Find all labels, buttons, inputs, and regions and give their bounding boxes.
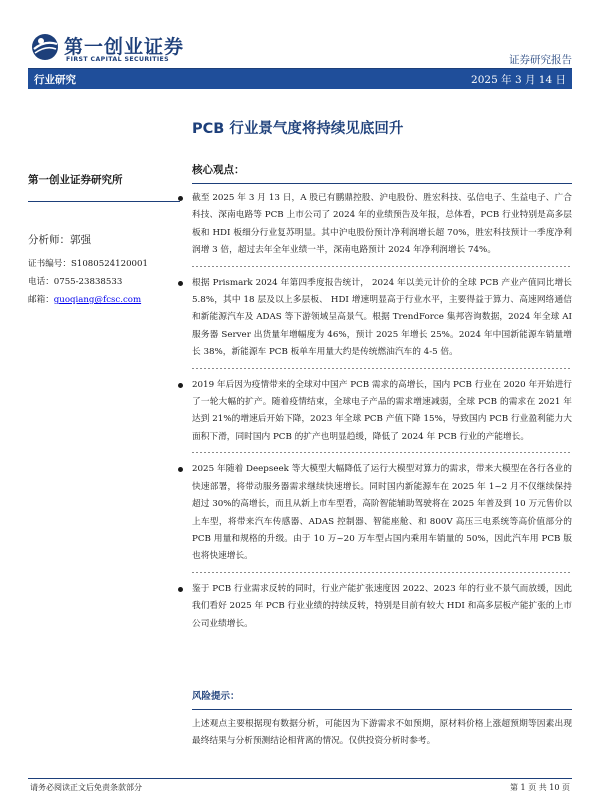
point-text: 截至 2025 年 3 月 13 日，A 股已有鹏鼎控股、沪电股份、胜宏科技、弘信电子、生益电子、广合科技、深南电路等 PCB 上市公司了 2024 年的业绩预告及年报，总体看，PCB 行业特别是高多层板和 HDI 板细分行业复苏明显。其中沪电股份预计净利润增长超 70%，胜宏科技预计一季度净利润增 3 倍，超过去年全年业绩一半，深南电路预计 2024 年净利润增长 74%。	[192, 193, 572, 256]
point-text: 根据 Prismark 2024 年第四季度报告统计， 2024 年以美元计价的全球 PCB 产业产值同比增长 5.8%，其中 18 层及以上多层板、 HDI 增速明显高于行业水平，主要得益于算力、高速网络通信和新能源汽车及 ADAS 等下游领域呈高景气。根据 TrendForce 集邦咨询数据，2024 年全球 AI 服务器 Server 出货量年增幅度为 46%，预计 2025 年增长 25%。2024 年中国新能源车销量增长 38%，新能源车 PCB 板单车用量大约是传统燃油汽车的 4-5 倍。	[192, 277, 572, 358]
company-logo	[30, 30, 290, 70]
email-label: 邮箱：	[28, 295, 54, 305]
point-text: 2025 年随着 Deepseek 等大模型大幅降低了运行大模型对算力的需求，带来大模型在各行各业的快速部署，将带动服务器需求继续快速增长。同时国内新能源车在 2025 年 1~2 月不仅继续保持超过 30%的高增长，而且从新上市车型看，高阶智能辅助驾驶将在 2025 年普及到 10 万元售价以上车型，将带来汽车传感器、ADAS 控制器、智能座舱、和 800V 高压三电系统等高价值部分的 PCB 用量和规格的升级。由于 10 万~20 万车型占国内乘用车销量的 50%，因此汽车用 PCB 版也将快速增长。	[192, 464, 572, 562]
bullet-icon	[178, 196, 183, 201]
point-text: 鉴于 PCB 行业需求反转的同时，行业产能扩张速度因 2022、2023 年的行业不景气而放缓，因此我们看好 2025 年 PCB 行业业绩的持续反转，特别是目前有较大 HDI 和高多层板产能扩张的上市公司业绩增长。	[192, 583, 572, 629]
core-views-divider	[192, 183, 572, 184]
dotted-divider	[192, 452, 572, 453]
analyst-sidebar	[28, 172, 180, 305]
email-link[interactable]: guoqiang@fcsc.com	[53, 295, 142, 305]
institute-name: 第一创业证券研究所	[28, 174, 123, 186]
header-bar	[28, 69, 572, 89]
company-name-cn: 第一创业证券	[64, 36, 185, 58]
footer-divider	[28, 778, 572, 779]
bullet-icon	[178, 383, 183, 388]
report-title: PCB 行业景气度将持续见底回升	[192, 121, 404, 137]
report-category: 行业研究	[34, 74, 76, 86]
list-item	[192, 190, 572, 260]
bullet-icon	[178, 467, 183, 472]
company-name-en: FIRST CAPITAL SECURITIES	[66, 56, 170, 63]
cert-number: 证书编号：S1080524120001	[28, 259, 148, 269]
core-views-section	[192, 162, 572, 629]
report-type: 证券研究报告	[509, 54, 572, 66]
globe-logo-icon	[30, 32, 60, 62]
page-number: 第 1 页 共 10 页	[510, 783, 570, 792]
footer-disclaimer: 请务必阅读正文后免责条款部分	[30, 783, 142, 792]
risk-heading: 风险提示：	[192, 691, 240, 702]
list-item	[192, 275, 572, 362]
phone-number: 电话：0755-23838533	[28, 277, 123, 287]
core-views-heading: 核心观点：	[192, 164, 245, 176]
dotted-divider	[192, 368, 572, 369]
point-text: 2019 年后因为疫情带来的全球对中国产 PCB 需求的高增长，国内 PCB 行业在 2020 年开始进行了一轮大幅的扩产。随着疫情结束，全球电子产品的需求增速减弱，全球 PCB 的需求在 2021 年达到 21%的增速后开始下降，2023 年全球 PCB 产值下降 15%，导致国内 PCB 行业盈利能力大面积下滑，同时国内 PCB 的扩产也明显趋缓，降低了 2024 年 PCB 行业的产能增长。	[192, 379, 572, 442]
core-points-list	[192, 190, 572, 633]
bullet-icon	[178, 281, 183, 286]
risk-divider	[192, 709, 572, 710]
email-row	[28, 293, 180, 305]
bullet-icon	[178, 587, 183, 592]
risk-section	[192, 688, 572, 751]
analyst-name: 分析师：郭强	[28, 234, 91, 246]
list-item	[192, 461, 572, 565]
dotted-divider	[192, 266, 572, 267]
list-item	[192, 581, 572, 633]
risk-text: 上述观点主要根据现有数据分析，可能因为下游需求不如预期，原材料价格上涨超预期等因素出现最终结果与分析预测结论相背离的情况。仅供投资分析时参考。	[192, 719, 572, 747]
sidebar-divider	[28, 201, 180, 202]
report-date: 2025 年 3 月 14 日	[471, 74, 566, 86]
dotted-divider	[192, 572, 572, 573]
list-item	[192, 377, 572, 447]
